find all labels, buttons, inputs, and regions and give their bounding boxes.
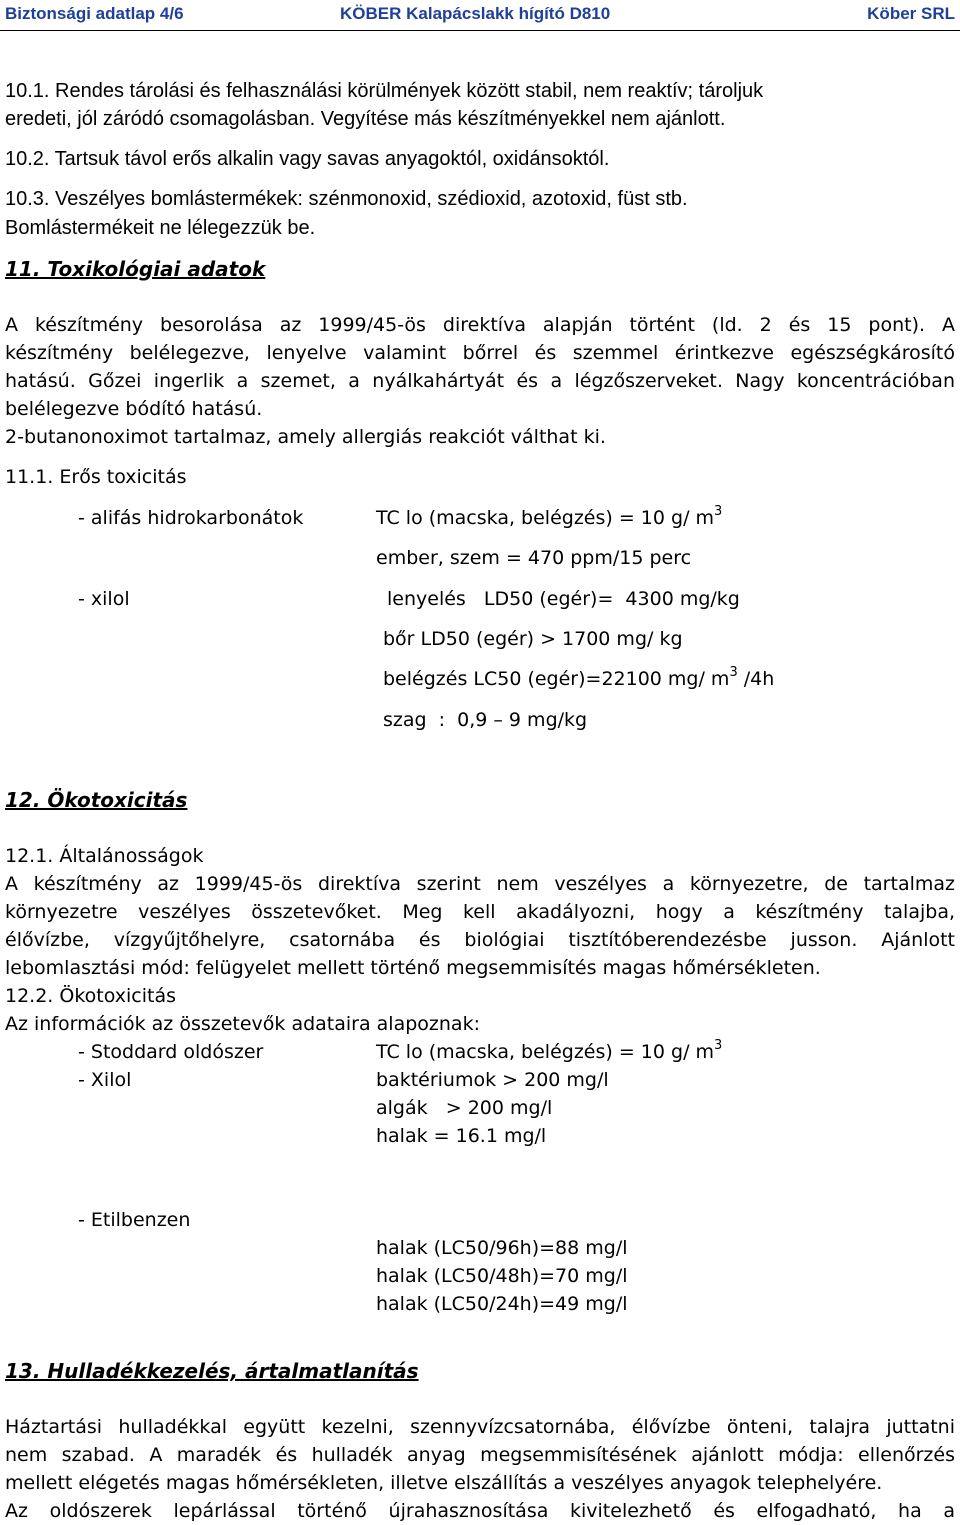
section-12-title: 12. Ökotoxicitás: [5, 788, 188, 812]
section-13-title: 13. Hulladékkezelés, ártalmatlanítás: [5, 1359, 419, 1383]
s12-subheading-2: 12.2. Ökotoxicitás: [5, 985, 177, 1007]
tox-row-value: TC lo (macska, belégzés) = 10 g/ $m^3$: [376, 504, 723, 529]
eco-row-label: - Stoddard oldószer: [78, 1041, 264, 1063]
s12-para-line4: lebomlasztási mód: felügyelet mellett történő megsemmisítés magas hőmérsékleten.: [5, 957, 821, 979]
eco-row-label: - Xilol: [78, 1069, 132, 1091]
header-product-name: KÖBER Kalapácslakk hígító D810: [340, 4, 611, 23]
s10-p3-line1: 10.3. Veszélyes bomlástermékek: szénmonoxid, szédioxid, azotoxid, füst stb.: [5, 188, 688, 210]
eco-row-value: algák > 200 mg/l: [376, 1097, 553, 1119]
eco-row-label: - Etilbenzen: [78, 1209, 191, 1231]
s11-para-line4: belélegezve bódító hatású.: [5, 398, 263, 420]
eco-row-value: baktériumok > 200 mg/l: [376, 1069, 609, 1091]
eco-row-value: TC lo (macska, belégzés) = 10 g/ $m^3$: [376, 1038, 723, 1063]
tox-row-value: szag : 0,9 – 9 mg/kg: [383, 709, 588, 731]
s12-para-line2: környezetre veszélyes összetevőket. Meg kell akadályozni, hogy a készítmény talajba,: [5, 901, 955, 923]
tox-row-label: - xilol: [78, 588, 130, 610]
s12-para-line1: A készítmény az 1999/45-ös direktíva szerint nem veszélyes a környezetre, de tartalmaz: [5, 873, 955, 895]
eco-row-value: halak (LC50/96h)=88 mg/l: [376, 1237, 628, 1259]
s13-para-line2: nem szabad. A maradék és hulladék anyag megsemmisítésének ajánlott módja: ellenőrzés: [5, 1444, 955, 1466]
header-company: Köber SRL: [867, 4, 955, 23]
s13-para-line1: Háztartási hulladékkal együtt kezelni, szennyvízcsatornába, élővízbe önteni, talajra juttatni: [5, 1416, 955, 1438]
tox-row-value: bőr LD50 (egér) > 1700 mg/ kg: [383, 628, 683, 650]
s11-para-line2: készítmény belélegezve, lenyelve valamint bőrrel és szemmel érintkezve egészségkárosító: [5, 342, 955, 364]
s13-para-line4: Az oldószerek lepárlással történő újrahasznosítása kivitelezhető és elfogadható, ha a: [5, 1500, 955, 1522]
header-doc-title: Biztonsági adatlap 4/6: [5, 4, 184, 23]
s12-para-line3: élővízbe, vízgyűjtőhelyre, csatornába és biológiai tisztítóberendezésbe jusson. Ajánlott: [5, 929, 955, 951]
tox-row-value: belégzés LC50 (egér)=22100 mg/ $m^3$ /4h: [383, 665, 775, 690]
s12-subheading-1: 12.1. Általánosságok: [5, 845, 204, 867]
s11-subheading: 11.1. Erős toxicitás: [5, 466, 187, 488]
s13-para-line3: mellett elégetés magas hőmérsékleten, illetve elszállítás a veszélyes anyagok telephelyére.: [5, 1472, 883, 1494]
eco-row-value: halak (LC50/48h)=70 mg/l: [376, 1265, 628, 1287]
s12-intro: Az információk az összetevők adataira alapoznak:: [5, 1013, 480, 1035]
eco-row-value: halak (LC50/24h)=49 mg/l: [376, 1293, 628, 1315]
s11-para-line5: 2-butanonoximot tartalmaz, amely allergiás reakciót válthat ki.: [5, 426, 606, 448]
page-header: [0, 0, 960, 31]
tox-row-value: ember, szem = 470 ppm/15 perc: [376, 547, 692, 569]
s10-p3-line2: Bomlástermékeit ne lélegezzük be.: [5, 217, 316, 239]
tox-row-label: - alifás hidrokarbonátok: [78, 507, 304, 529]
s10-p2: 10.2. Tartsuk távol erős alkalin vagy savas anyagoktól, oxidánsoktól.: [5, 148, 610, 170]
s11-para-line1: A készítmény besorolása az 1999/45-ös direktíva alapján történt (ld. 2 és 15 pont). A: [5, 314, 955, 336]
tox-row-value: lenyelés LD50 (egér)= 4300 mg/kg: [387, 588, 740, 610]
s11-para-line3: hatású. Gőzei ingerlik a szemet, a nyálkahártyát és a légzőszerveket. Nagy koncentrációban: [5, 370, 955, 392]
section-11-title: 11. Toxikológiai adatok: [5, 257, 266, 281]
s10-p1-line2: eredeti, jól záródó csomagolásban. Vegyítése más készítményekkel nem ajánlott.: [5, 108, 726, 130]
s10-p1-line1: 10.1. Rendes tárolási és felhasználási körülmények között stabil, nem reaktív; tároljuk: [5, 80, 764, 102]
eco-row-value: halak = 16.1 mg/l: [376, 1125, 547, 1147]
